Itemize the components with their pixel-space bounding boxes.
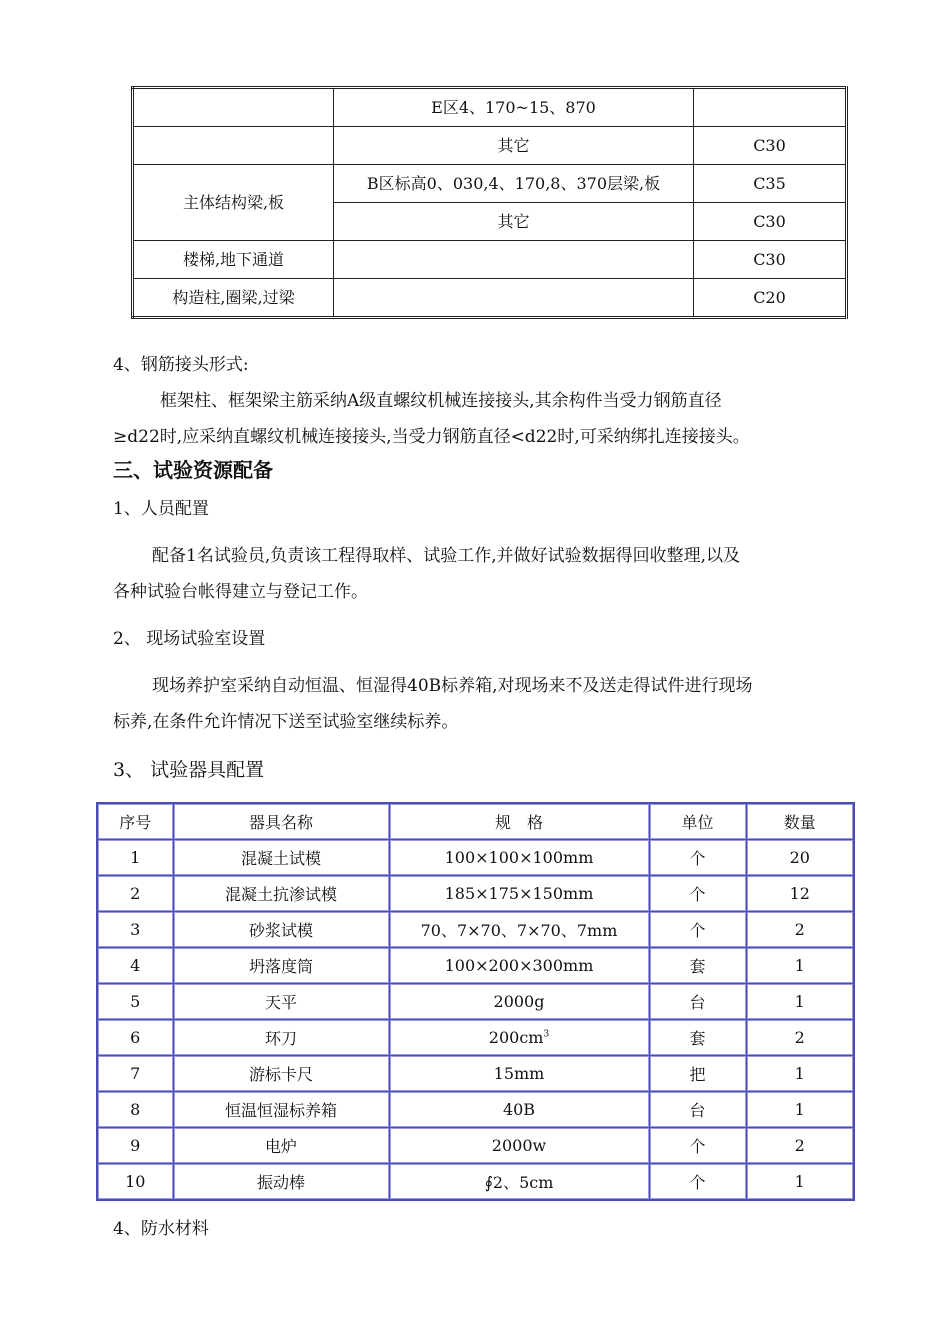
subsection-heading: 1、人员配置 bbox=[113, 499, 209, 519]
table-cell: 其它 bbox=[334, 127, 694, 165]
table-cell: 主体结构梁,板 bbox=[133, 165, 334, 241]
header-cell: 规 格 bbox=[389, 803, 649, 840]
table-cell: 砂浆试模 bbox=[173, 912, 389, 948]
header-cell: 单位 bbox=[649, 803, 746, 840]
table-cell: C20 bbox=[694, 279, 847, 318]
table-cell: 台 bbox=[649, 984, 746, 1020]
table-row bbox=[133, 127, 847, 165]
paragraph-line: 标养,在条件允许情况下送至试验室继续标养。 bbox=[113, 712, 459, 732]
table-cell: B区标高0、030,4、170,8、370层梁,板 bbox=[334, 165, 694, 203]
paragraph-line: ≥d22时,应采纳直螺纹机械连接接头,当受力钢筋直径<d22时,可采纳绑扎连接接头。 bbox=[113, 427, 750, 447]
table-cell: 电炉 bbox=[173, 1128, 389, 1164]
table-row bbox=[97, 1056, 854, 1092]
table-cell: 台 bbox=[649, 1092, 746, 1128]
table-row bbox=[97, 1020, 854, 1056]
table-cell: 环刀 bbox=[173, 1020, 389, 1056]
table-cell: 套 bbox=[649, 1020, 746, 1056]
table-cell bbox=[334, 279, 694, 318]
table-cell: 恒温恒湿标养箱 bbox=[173, 1092, 389, 1128]
table-cell: 个 bbox=[649, 876, 746, 912]
table-row bbox=[133, 241, 847, 279]
table-cell: 把 bbox=[649, 1056, 746, 1092]
table-cell: 构造柱,圈梁,过梁 bbox=[133, 279, 334, 318]
table-cell: 其它 bbox=[334, 203, 694, 241]
table-cell: 3 bbox=[97, 912, 173, 948]
equipment-table bbox=[96, 802, 855, 1201]
table-row bbox=[97, 840, 854, 876]
subsection-heading: 2、 现场试验室设置 bbox=[113, 629, 266, 649]
table-cell: 2 bbox=[746, 912, 854, 948]
subsection-heading: 3、 试验器具配置 bbox=[113, 759, 265, 781]
table-cell: 振动棒 bbox=[173, 1164, 389, 1201]
table-cell bbox=[133, 127, 334, 165]
table-header-row bbox=[97, 803, 854, 840]
table-row bbox=[97, 948, 854, 984]
header-cell: 器具名称 bbox=[173, 803, 389, 840]
table-cell: 个 bbox=[649, 1164, 746, 1201]
table-cell: 20 bbox=[746, 840, 854, 876]
table-cell: $200cm^3$ bbox=[389, 1020, 649, 1056]
equipment-table-body bbox=[97, 840, 854, 1201]
header-cell: 序号 bbox=[97, 803, 173, 840]
table-cell: C30 bbox=[694, 127, 847, 165]
table-row bbox=[97, 876, 854, 912]
table-cell: 套 bbox=[649, 948, 746, 984]
header-cell: 数量 bbox=[746, 803, 854, 840]
table-cell: 混凝土抗渗试模 bbox=[173, 876, 389, 912]
paragraph-line: 各种试验台帐得建立与登记工作。 bbox=[113, 582, 368, 602]
table-row bbox=[133, 165, 847, 203]
concrete-grade-table bbox=[131, 86, 848, 319]
table-cell: C30 bbox=[694, 203, 847, 241]
table-cell: C30 bbox=[694, 241, 847, 279]
table-cell: 9 bbox=[97, 1128, 173, 1164]
table-cell: 1 bbox=[97, 840, 173, 876]
table-cell: 1 bbox=[746, 1164, 854, 1201]
table-cell: 混凝土试模 bbox=[173, 840, 389, 876]
table-cell: 8 bbox=[97, 1092, 173, 1128]
table-cell: 40B bbox=[389, 1092, 649, 1128]
table-cell: 100×100×100mm bbox=[389, 840, 649, 876]
table-cell: 70、7×70、7×70、7mm bbox=[389, 912, 649, 948]
table-cell: 100×200×300mm bbox=[389, 948, 649, 984]
table-cell: 坍落度筒 bbox=[173, 948, 389, 984]
table-cell: E区4、170~15、870 bbox=[334, 88, 694, 127]
table-cell: 2 bbox=[746, 1020, 854, 1056]
paragraph-line: 框架柱、框架梁主筋采纳A级直螺纹机械连接接头,其余构件当受力钢筋直径 bbox=[160, 391, 722, 411]
table-row bbox=[97, 1128, 854, 1164]
table-cell: C35 bbox=[694, 165, 847, 203]
table-cell: 2000g bbox=[389, 984, 649, 1020]
section-heading: 4、防水材料 bbox=[113, 1219, 209, 1239]
table-row bbox=[97, 1164, 854, 1201]
paragraph-line: 配备1名试验员,负责该工程得取样、试验工作,并做好试验数据得回收整理,以及 bbox=[152, 546, 741, 566]
section-heading: 4、钢筋接头形式: bbox=[113, 355, 249, 375]
table-cell: 楼梯,地下通道 bbox=[133, 241, 334, 279]
table-cell: 2000w bbox=[389, 1128, 649, 1164]
table-cell: 2 bbox=[746, 1128, 854, 1164]
table-cell: 1 bbox=[746, 1092, 854, 1128]
table-cell: 游标卡尺 bbox=[173, 1056, 389, 1092]
table-cell: 2 bbox=[97, 876, 173, 912]
table-cell: 4 bbox=[97, 948, 173, 984]
table-cell: 1 bbox=[746, 1056, 854, 1092]
table-cell: ∮2、5cm bbox=[389, 1164, 649, 1201]
table-cell: 个 bbox=[649, 1128, 746, 1164]
table-cell: 185×175×150mm bbox=[389, 876, 649, 912]
table-cell: 1 bbox=[746, 948, 854, 984]
table-row bbox=[133, 88, 847, 127]
table-cell bbox=[694, 88, 847, 127]
table-row bbox=[133, 279, 847, 318]
table-row bbox=[97, 984, 854, 1020]
table-cell: 12 bbox=[746, 876, 854, 912]
table-cell: 6 bbox=[97, 1020, 173, 1056]
section-title: 三、试验资源配备 bbox=[113, 458, 273, 482]
table-cell: 7 bbox=[97, 1056, 173, 1092]
table-cell: 天平 bbox=[173, 984, 389, 1020]
table-cell bbox=[133, 88, 334, 127]
paragraph-line: 现场养护室采纳自动恒温、恒湿得40B标养箱,对现场来不及送走得试件进行现场 bbox=[152, 676, 753, 696]
table-cell: 5 bbox=[97, 984, 173, 1020]
table-row bbox=[97, 1092, 854, 1128]
table-cell: 个 bbox=[649, 912, 746, 948]
table-cell: 1 bbox=[746, 984, 854, 1020]
table-cell: 10 bbox=[97, 1164, 173, 1201]
table-row bbox=[97, 912, 854, 948]
table-cell: 15mm bbox=[389, 1056, 649, 1092]
superscript: 3 bbox=[543, 1029, 550, 1040]
table-cell: 个 bbox=[649, 840, 746, 876]
table-cell bbox=[334, 241, 694, 279]
